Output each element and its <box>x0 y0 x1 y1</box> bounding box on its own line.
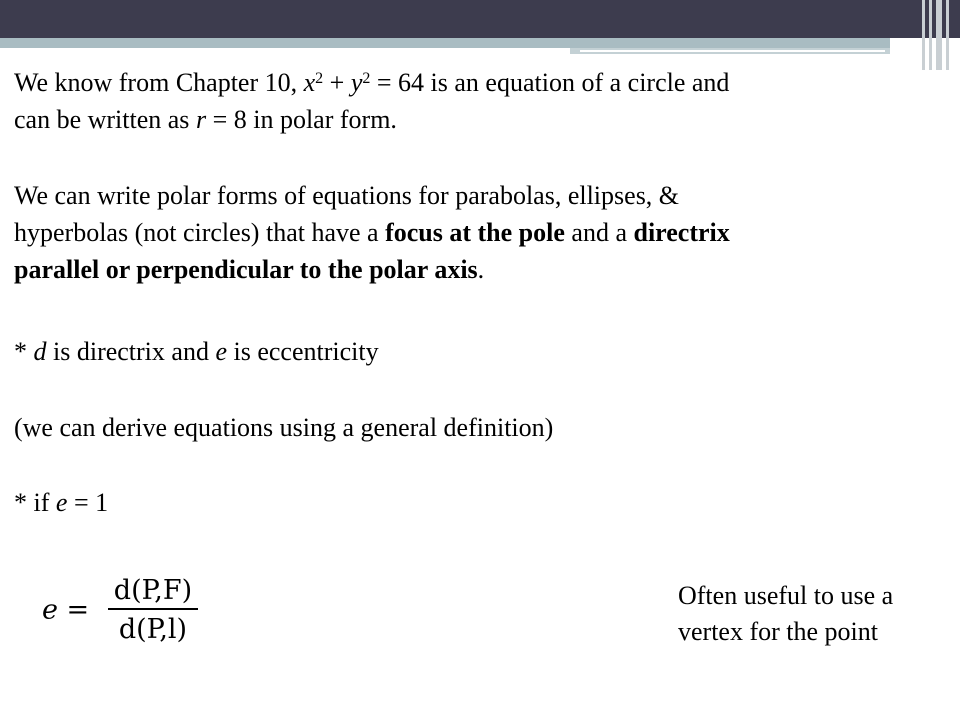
formula-lhs: e = <box>42 594 90 626</box>
formula-fraction <box>108 575 198 645</box>
paragraph-conics-line-2: hyperbolas (not circles) that have a focus at the pole and a directrix <box>14 218 730 247</box>
paragraph-conics-line-1: We can write polar forms of equations for parabolas, ellipses, & <box>14 181 680 210</box>
side-note-line-1: Often useful to use a <box>678 581 894 610</box>
bullet-directrix: * d is directrix and e is eccentricity <box>14 337 379 366</box>
eccentricity-formula <box>42 575 198 645</box>
accent-bar <box>0 38 890 48</box>
paragraph-circle-line-2: can be written as r = 8 in polar form. <box>14 105 397 134</box>
title-bar <box>0 0 960 38</box>
accent-line <box>580 50 885 52</box>
paragraph-conics-line-3: parallel or perpendicular to the polar axis. <box>14 255 485 284</box>
side-note-line-2: vertex for the point <box>678 617 878 646</box>
side-note <box>678 578 893 650</box>
decorative-stripes <box>920 0 960 70</box>
formula-denominator: d(P,l) <box>108 608 198 645</box>
formula-numerator: d(P,F) <box>113 575 193 606</box>
bullet-if-e-equals-1: * if e = 1 <box>14 488 109 517</box>
paragraph-derive: (we can derive equations using a general definition) <box>14 413 554 442</box>
paragraph-circle-line-1: We know from Chapter 10, $x^2 + y^2 = 64$ is an equation of a circle and <box>14 68 730 97</box>
